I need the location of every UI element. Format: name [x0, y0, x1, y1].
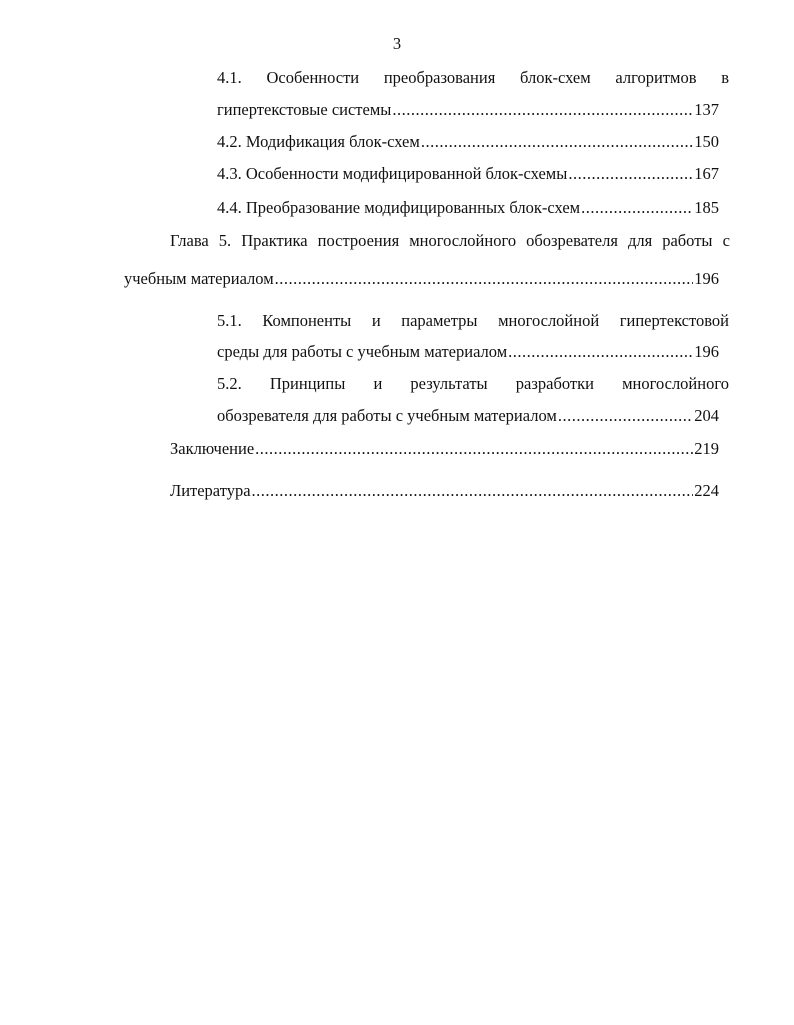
toc-entry-title-line1: [217, 310, 729, 332]
toc-entry-conclusion: [170, 438, 719, 460]
toc-entry-page: 224: [694, 481, 719, 500]
word: разработки: [515, 374, 594, 393]
toc-entry-title-line1: [217, 67, 729, 89]
word: преобразования: [383, 68, 496, 87]
word: Особенности: [266, 68, 360, 87]
word: с: [722, 231, 730, 250]
toc-entry-title: обозревателя для работы с учебным материалом: [217, 406, 557, 425]
word: блок-схем: [520, 68, 591, 87]
dot-leader: [275, 268, 694, 290]
toc-entry-literature: [170, 480, 719, 502]
word: построения: [317, 231, 400, 250]
toc-entry-4-3: [217, 163, 719, 185]
word: 5.: [218, 231, 232, 250]
dot-leader: [255, 438, 693, 460]
word: Глава: [170, 231, 209, 250]
toc-entry-title: среды для работы с учебным материалом: [217, 342, 508, 361]
toc-entry-title-line2: [217, 405, 719, 427]
toc-entry-title: Литература: [170, 481, 251, 500]
toc-entry-title-line2: [217, 99, 719, 121]
toc-entry-title-line1: [170, 230, 730, 252]
dot-leader: [568, 163, 693, 185]
page-number: 3: [392, 34, 402, 53]
word: для: [627, 231, 653, 250]
word: 5.2.: [217, 374, 242, 393]
word: многослойного: [409, 231, 517, 250]
word: многослойной: [498, 311, 600, 330]
word: в: [721, 68, 729, 87]
toc-entry-title-line2: [124, 268, 719, 290]
toc-entry-title-line1: [217, 373, 729, 395]
word: многослойного: [622, 374, 729, 393]
dot-leader: [558, 405, 693, 427]
word: 4.1.: [217, 68, 242, 87]
word: параметры: [401, 311, 478, 330]
word: обозревателя: [526, 231, 618, 250]
toc-entry-page: 150: [694, 132, 719, 151]
toc-entry-title: Заключение: [170, 439, 255, 458]
word: Принципы: [269, 374, 346, 393]
toc-entry-page: 219: [694, 439, 719, 458]
word: гипертекстовой: [619, 311, 729, 330]
dot-leader: [421, 131, 693, 153]
dot-leader: [392, 99, 693, 121]
word: и: [373, 374, 383, 393]
toc-entry-title-line2: [217, 341, 719, 363]
toc-entry-page: 185: [694, 198, 719, 217]
toc-entry-page: 196: [694, 342, 719, 361]
toc-entry-title: 4.3. Особенности модифицированной блок-схемы: [217, 164, 568, 183]
toc-entry-page: 167: [694, 164, 719, 183]
word: результаты: [410, 374, 488, 393]
dot-leader: [252, 480, 694, 502]
word: 5.1.: [217, 311, 242, 330]
dot-leader: [581, 197, 693, 219]
toc-entry-page: 204: [694, 406, 719, 425]
toc-entry-title: гипертекстовые системы: [217, 100, 392, 119]
toc-entry-page: 137: [694, 100, 719, 119]
toc-entry-title: 4.4. Преобразование модифицированных блок-схем: [217, 198, 581, 217]
word: алгоритмов: [615, 68, 697, 87]
toc-entry-title: 4.2. Модификация блок-схем: [217, 132, 420, 151]
word: и: [371, 311, 381, 330]
toc-entry-title: учебным материалом: [124, 269, 274, 288]
toc-entry-page: 196: [694, 269, 719, 288]
toc-entry-4-4: [217, 197, 719, 219]
word: работы: [662, 231, 713, 250]
dot-leader: [508, 341, 693, 363]
toc-entry-4-2: [217, 131, 719, 153]
word: Компоненты: [262, 311, 352, 330]
word: Практика: [241, 231, 308, 250]
